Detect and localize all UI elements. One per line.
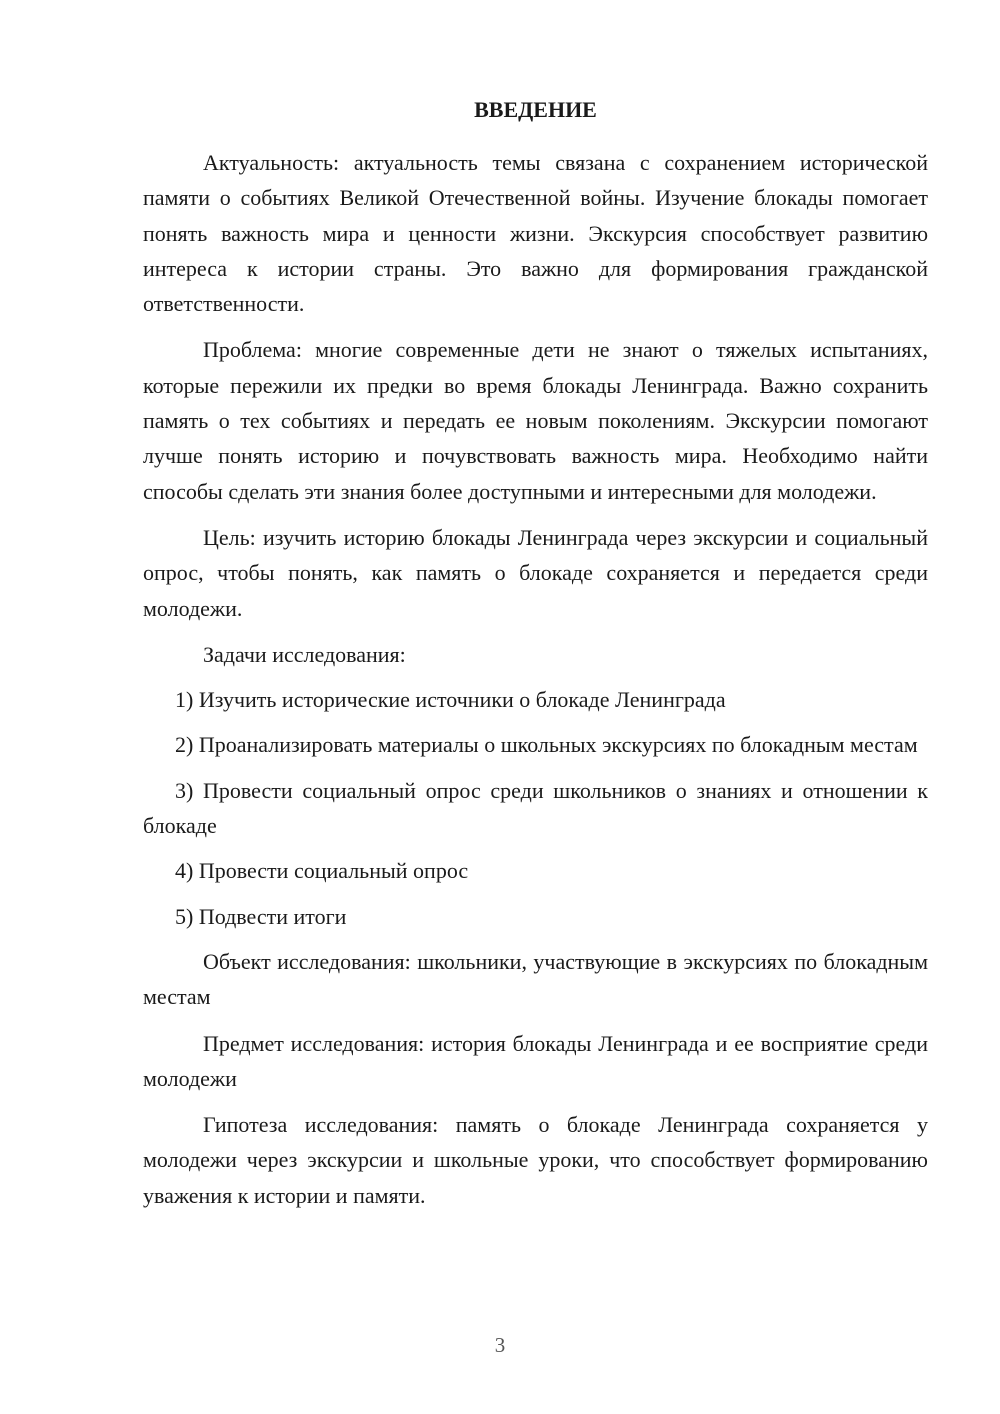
- goal-paragraph: Цель: изучить историю блокады Ленинграда через экскурсии и социальный опрос, чтобы понять, как память о блокаде сохраняется и передается среди молодежи.: [143, 524, 928, 621]
- task-item-5: 5) Подвести итоги: [175, 903, 347, 929]
- task-item-3: 3) Провести социальный опрос среди школьников о знаниях и отношении к блокаде: [143, 777, 928, 839]
- task-item-2: 2) Проанализировать материалы о школьных экскурсиях по блокадным местам: [175, 732, 918, 758]
- problem-paragraph: Проблема: многие современные дети не знают о тяжелых испытаниях, которые пережили их предки во время блокады Ленинграда. Важно сохранить память о тех событиях и передать ее новым поколениям. Экскурсии помогают лучше понять историю и почувствовать важность мира. Необходимо найти способы сделать эти знания более доступными и интересными для молодежи.: [143, 337, 928, 504]
- page-number: 3: [494, 1333, 506, 1357]
- hypothesis-paragraph: Гипотеза исследования: память о блокаде Ленинграда сохраняется у молодежи через экскурсии и школьные уроки, что способствует формированию уважения к истории и памяти.: [143, 1112, 928, 1208]
- tasks-title: Задачи исследования:: [203, 641, 406, 667]
- relevance-paragraph: Актуальность: актуальность темы связана с сохранением исторической памяти о событиях Великой Отечественной войны. Изучение блокады помогает понять важность мира и ценности жизни. Экскурсия способствует развитию интереса к истории страны. Это важно для формирования гражданской ответственности.: [143, 150, 928, 317]
- task-item-4: 4) Провести социальный опрос: [175, 858, 469, 884]
- object-paragraph: Объект исследования: школьники, участвующие в экскурсиях по блокадным местам: [143, 948, 928, 1010]
- section-heading: ВВЕДЕНИЕ: [474, 97, 597, 122]
- task-item-1: 1) Изучить исторические источники о блокаде Ленинграда: [175, 687, 726, 713]
- document-page: [143, 92, 928, 1224]
- subject-paragraph: Предмет исследования: история блокады Ленинграда и ее восприятие среди молодежи: [143, 1030, 928, 1091]
